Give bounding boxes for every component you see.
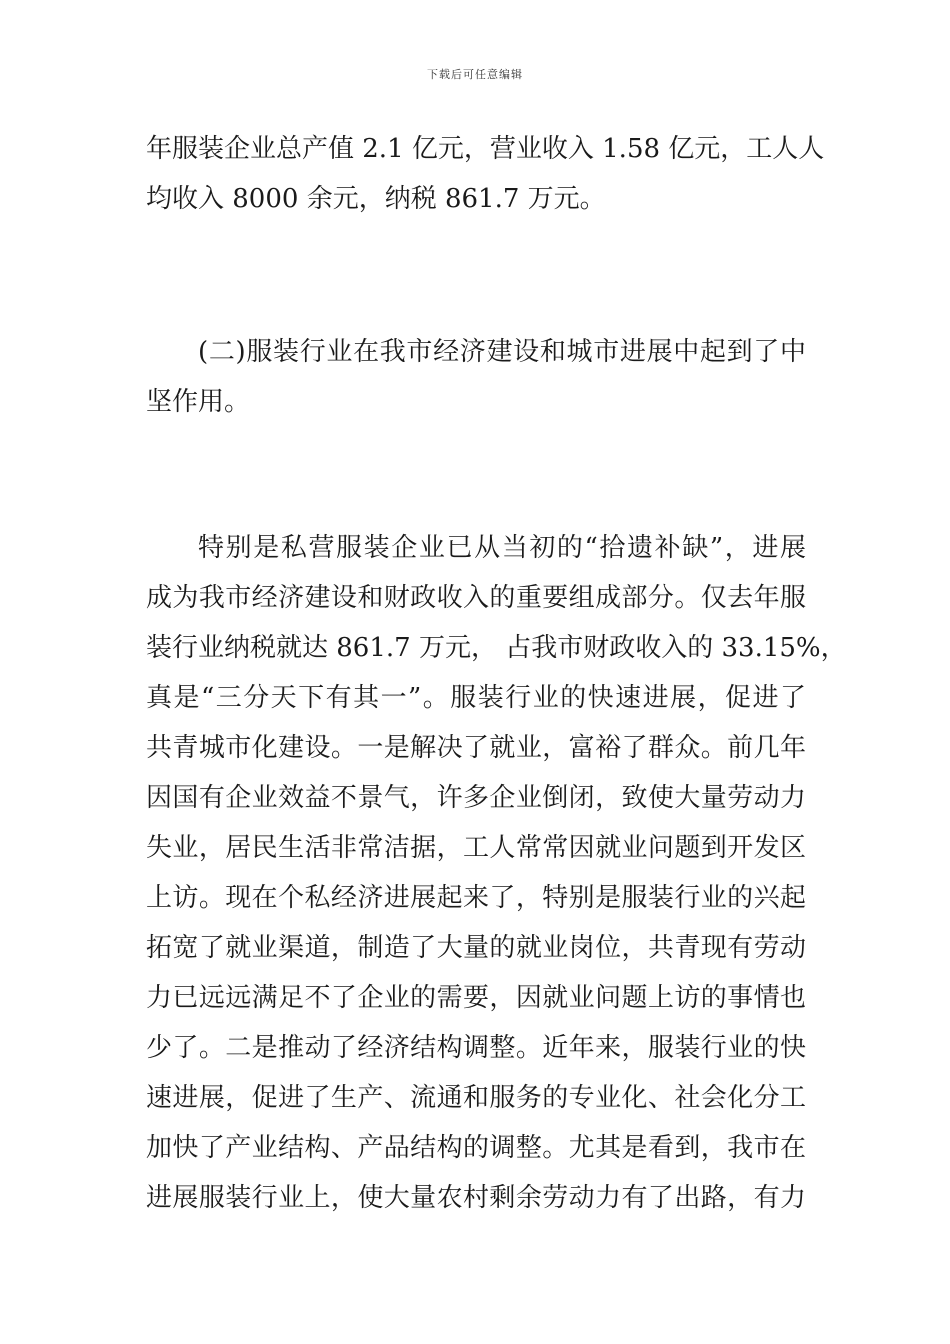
text-line: 速进展，促进了生产、流通和服务的专业化、社会化分工 [146, 1083, 806, 1113]
text-line: 上访。现在个私经济进展起来了，特别是服装行业的兴起 [146, 883, 806, 913]
text-line: 进展服装行业上，使大量农村剩余劳动力有了出路，有力 [146, 1183, 806, 1213]
text-line: 拓宽了就业渠道，制造了大量的就业岗位，共青现有劳动 [146, 933, 806, 963]
text-line: 特别是私营服装企业已从当初的“拾遗补缺”，进展 [198, 533, 806, 563]
text-line: 装行业纳税就达 861.7 万元， 占我市财政收入的 33.15%， [146, 633, 847, 663]
text-line: (二)服装行业在我市经济建设和城市进展中起到了中 [198, 337, 806, 367]
text-line: 力已远远满足不了企业的需要，因就业问题上访的事情也 [146, 983, 806, 1013]
text-line: 真是“三分天下有其一”。服装行业的快速进展，促进了 [146, 683, 806, 713]
text-line: 年服装企业总产值 2.1 亿元，营业收入 1.58 亿元，工人人 [146, 134, 825, 164]
text-line: 成为我市经济建设和财政收入的重要组成部分。仅去年服 [146, 583, 806, 613]
paragraph-output-figures [146, 124, 825, 224]
text-line: 共青城市化建设。一是解决了就业，富裕了群众。前几年 [146, 733, 806, 763]
text-line: 坚作用。 [146, 387, 251, 417]
paragraph-section-heading [146, 327, 806, 427]
paragraph-body [146, 523, 847, 1223]
text-line: 加快了产业结构、产品结构的调整。尤其是看到，我市在 [146, 1133, 806, 1163]
text-line: 少了。二是推动了经济结构调整。近年来，服装行业的快 [146, 1033, 806, 1063]
page-header: 下载后可任意编辑 [427, 68, 523, 81]
text-line: 因国有企业效益不景气，许多企业倒闭，致使大量劳动力 [146, 783, 806, 813]
text-line: 失业，居民生活非常洁据，工人常常因就业问题到开发区 [146, 833, 806, 863]
text-line: 均收入 8000 余元，纳税 861.7 万元。 [146, 184, 606, 214]
